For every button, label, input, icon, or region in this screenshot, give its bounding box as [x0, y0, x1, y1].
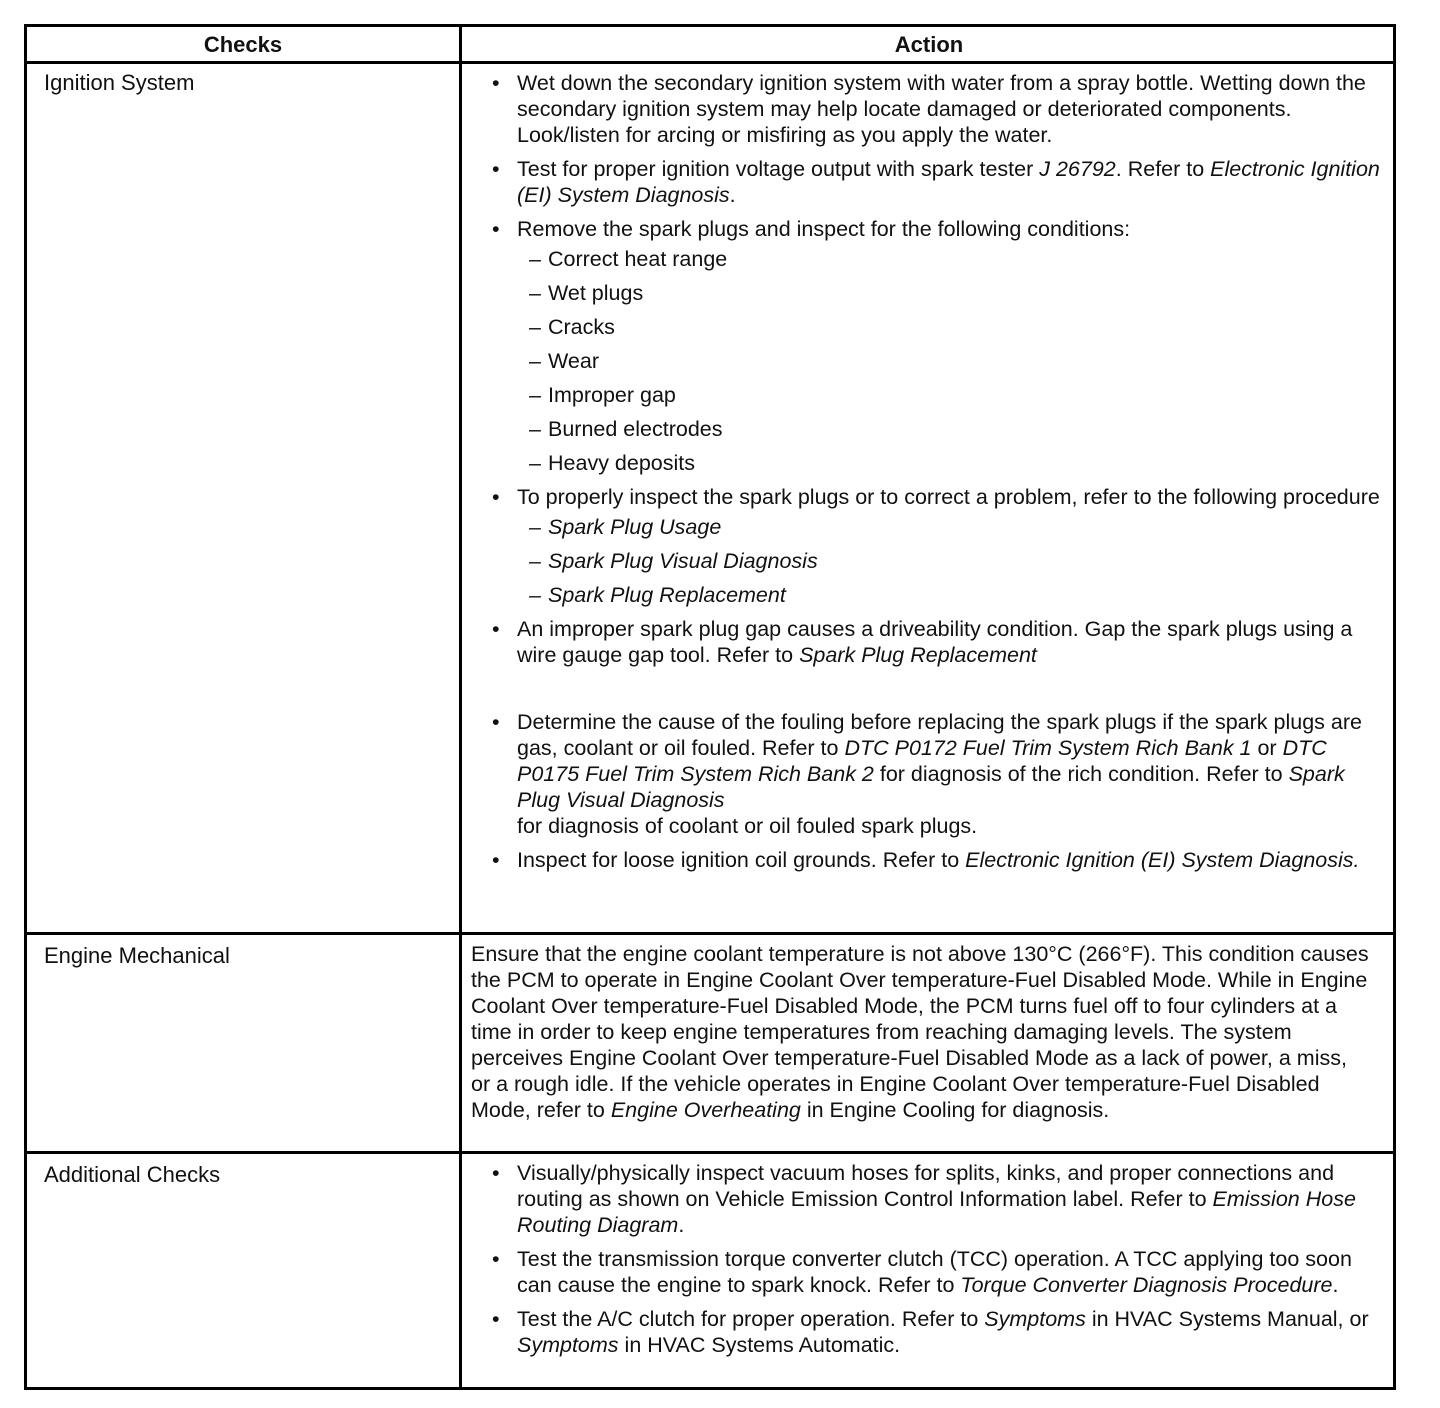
condition-item: – Wear: [471, 348, 1387, 382]
procedure-item: – Spark Plug Usage: [471, 514, 1387, 548]
list-item: • Wet down the secondary ignition system with water from a spray bottle. Wetting down the secondary ignition system may help locate damaged or deteriorated components. Look/listen for arcing or misfiring as you apply the water.: [471, 70, 1387, 148]
list-item: • An improper spark plug gap causes a driveability condition. Gap the spark plugs using a wire gauge gap tool. Refer to Spark Plug Replacement: [471, 616, 1387, 668]
list-item: • Inspect for loose ignition coil grounds. Refer to Electronic Ignition (EI) System Diagnosis.: [471, 847, 1387, 873]
reference-link: Spark Plug Replacement: [799, 643, 1037, 667]
check-ignition-system: Ignition System: [44, 70, 195, 95]
row-divider: [27, 1151, 1393, 1154]
procedure-item: – Spark Plug Visual Diagnosis: [471, 548, 1387, 582]
reference-link: Spark Plug Visual Diagnosis: [517, 762, 1345, 812]
reference-link: Electronic Ignition (EI) System Diagnosis.: [965, 848, 1360, 872]
list-item: • Visually/physically inspect vacuum hoses for splits, kinks, and proper connections and routing as shown on Vehicle Emission Control Information label. Refer to Emission Hose Routing Diagram.: [471, 1160, 1387, 1238]
reference-link: Electronic Ignition (EI) System Diagnosis: [517, 157, 1380, 207]
reference-link: Engine Overheating: [610, 1098, 801, 1122]
condition-item: – Wet plugs: [471, 280, 1387, 314]
list-item: • Determine the cause of the fouling before replacing the spark plugs if the spark plugs are gas, coolant or oil fouled. Refer to DTC P0172 Fuel Trim System Rich Bank 1 or DTC P0175 Fuel Trim System Rich Bank 2 for diagnosis of the rich condition. Refer to Spark Plug Visual Diagnosis for diagnosis of coolant or oil fouled spark plugs.: [471, 709, 1387, 839]
check-engine-mechanical: Engine Mechanical: [44, 943, 230, 968]
column-divider: [459, 27, 462, 1387]
reference-link: Emission Hose Routing Diagram: [517, 1187, 1356, 1237]
reference-link: Symptoms: [984, 1307, 1086, 1331]
procedure-item: – Spark Plug Replacement: [471, 582, 1387, 616]
condition-item: – Correct heat range: [471, 246, 1387, 280]
action-additional-checks: [471, 1160, 1387, 1366]
list-item: • Test the A/C clutch for proper operation. Refer to Symptoms in HVAC Systems Manual, or Symptoms in HVAC Systems Automatic.: [471, 1306, 1387, 1358]
list-item: • Remove the spark plugs and inspect for the following conditions:: [471, 216, 1387, 242]
reference-link: Symptoms: [517, 1333, 619, 1357]
check-additional-checks: Additional Checks: [44, 1162, 221, 1187]
condition-item: – Heavy deposits: [471, 450, 1387, 484]
reference-link: Torque Converter Diagnosis Procedure: [960, 1273, 1333, 1297]
condition-item: – Burned electrodes: [471, 416, 1387, 450]
reference-link: DTC P0172 Fuel Trim System Rich Bank 1: [844, 736, 1252, 760]
action-engine-mechanical: Ensure that the engine coolant temperature is not above 130°C (266°F). This condition causes the PCM to operate in Engine Coolant Over temperature-Fuel Disabled Mode. While in Engine Coolant Over temperature-Fuel Disabled Mode, the PCM turns fuel off to four cylinders at a time in order to keep engine temperatures from reaching damaging levels. The system perceives Engine Coolant Over temperature-Fuel Disabled Mode as a lack of power, a miss, or a rough idle. If the vehicle operates in Engine Coolant Over temperature-Fuel Disabled Mode, refer to Engine Overheating in Engine Cooling for diagnosis.: [471, 942, 1369, 1122]
diagnosis-table: [24, 24, 1396, 1390]
list-item: • Test for proper ignition voltage output with spark tester J 26792. Refer to Electronic Ignition (EI) System Diagnosis.: [471, 156, 1387, 208]
reference-link: DTC P0175 Fuel Trim System Rich Bank 2: [517, 736, 1327, 786]
condition-item: – Improper gap: [471, 382, 1387, 416]
header-action: Action: [894, 32, 964, 57]
row-divider: [27, 932, 1393, 935]
action-ignition-system: [471, 70, 1387, 881]
header-checks: Checks: [203, 32, 283, 57]
list-item: • Test the transmission torque converter clutch (TCC) operation. A TCC applying too soon can cause the engine to spark knock. Refer to Torque Converter Diagnosis Procedure.: [471, 1246, 1387, 1298]
list-item: • To properly inspect the spark plugs or to correct a problem, refer to the following procedure: [471, 484, 1387, 510]
condition-item: – Cracks: [471, 314, 1387, 348]
